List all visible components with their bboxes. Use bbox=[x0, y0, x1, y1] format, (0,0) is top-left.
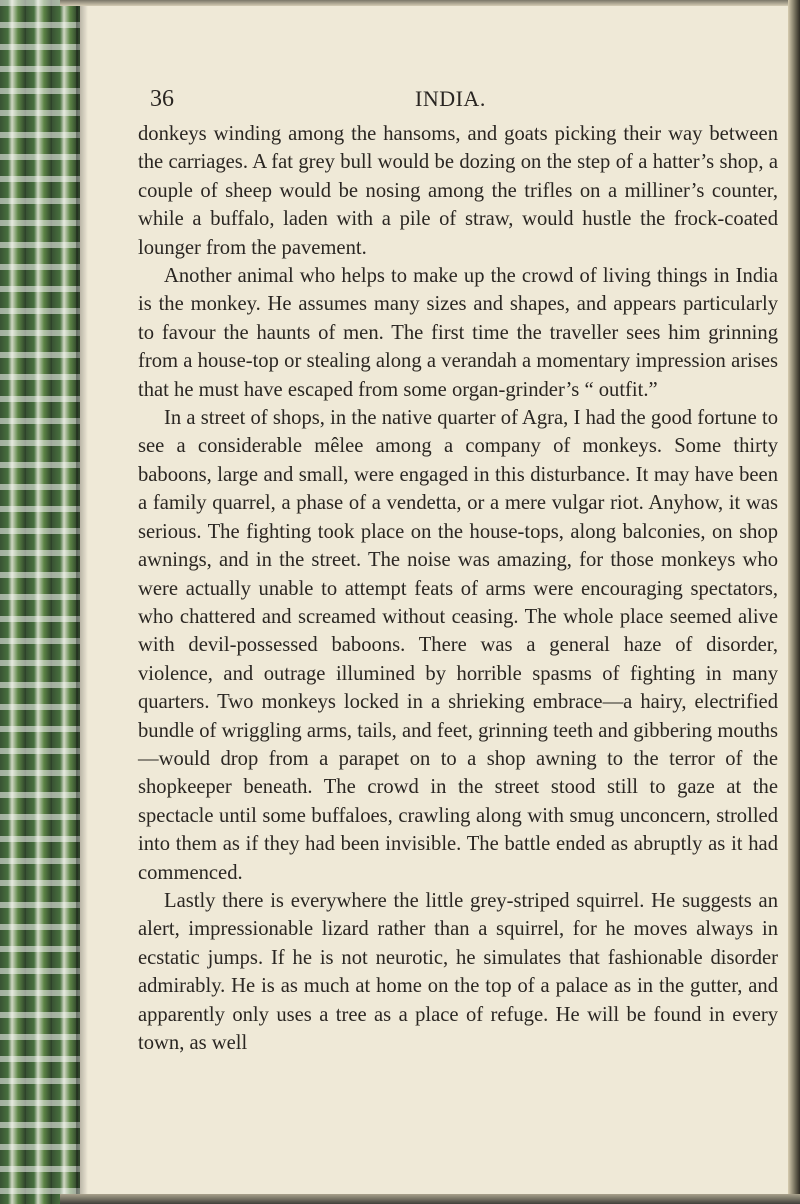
running-head: INDIA. bbox=[415, 86, 486, 111]
page-bottom-edge bbox=[60, 1194, 800, 1204]
page-number: 36 bbox=[150, 86, 174, 112]
page-edge-right bbox=[788, 0, 800, 1204]
page-top-edge bbox=[60, 0, 800, 6]
paragraph: Another animal who helps to make up the crowd of living things in India is the monkey. He assumes many sizes and shapes, and appears particularly to favour the haunts of men. The first time the traveller sees him grinning from a house-top or stealing along a verandah a momentary impression arises that he must have escaped from some organ-grinder’s “ outfit.” bbox=[138, 265, 778, 401]
book-page bbox=[138, 80, 778, 1057]
paragraph: donkeys winding among the hansoms, and goats picking their way between the carriages. A fat grey bull would be dozing on the step of a hatter’s shop, a couple of sheep would be nosing among the trifles on a milliner’s counter, while a buffalo, laden with a pile of straw, would hustle the frock-coated lounger from the pavement. bbox=[138, 123, 778, 259]
paragraph: Lastly there is everywhere the little grey-striped squirrel. He suggests an alert, impressionable lizard rather than a squirrel, for he moves always in ecstatic jumps. If he is not neurotic, he simulates that fashionable disorder admirably. He is as much at home on the top of a palace as in the gutter, and apparently only uses a tree as a place of refuge. He will be found in every town, as well bbox=[138, 889, 778, 1054]
page-header bbox=[138, 80, 778, 120]
paragraph: In a street of shops, in the native quarter of Agra, I had the good fortune to see a considerable mêlee among a company of monkeys. Some thirty baboons, large and small, were engaged in this disturbance. It may have been a family quarrel, a phase of a vendetta, or a mere vulgar riot. Anyhow, it was serious. The fighting took place on the house-tops, along balconies, on shop awnings, and in the street. The noise was amazing, for those monkeys who were actually unable to attempt feats of arms were encouraging spectators, who chattered and screamed without ceasing. The whole place seemed alive with devil-possessed baboons. There was a general haze of disorder, violence, and outrage illumined by horrible spasms of fighting in many quarters. Two monkeys locked in a shrieking embrace—a hairy, electrified bundle of wriggling arms, tails, and feet, grinning teeth and gibbering mouths—would drop from a parapet on to a shop awning to the terror of the shopkeeper beneath. The crowd in the street stood still to gaze at the spectacle until some buffaloes, crawling along with smug unconcern, strolled into them as if they had been invisible. The battle ended as abruptly as it had commenced. bbox=[138, 407, 778, 884]
binding-endpaper-left bbox=[0, 0, 80, 1204]
body-text bbox=[138, 120, 778, 1057]
